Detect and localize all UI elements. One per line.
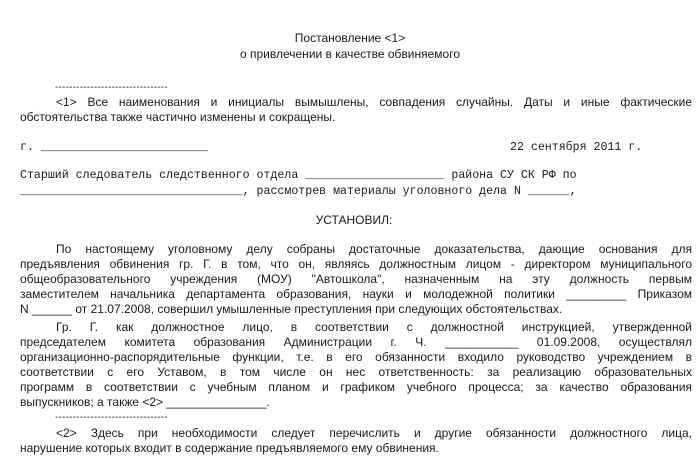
document-subtitle: о привлечении в качестве обвиняемого (240, 47, 460, 61)
paragraph-2-line: программ в соответствии с учебным планом и графиком учебного процесса; за качество образования (20, 380, 692, 394)
paragraph-1-line: заместителем начальника департамента образования, науки и молодежной политики _________ Приказом (20, 287, 692, 301)
paragraph-2-line: соответствии с его Уставом, в том числе он нес ответственность: за реализацию образовательных (20, 365, 692, 379)
footnote-1-line-1: <1> Все наименования и инициалы вымышлены, совпадения случайны. Даты и иные фактические (56, 95, 692, 109)
intro-line-1: Старший следователь следственного отдела ____________________ района СУ СК РФ по (20, 169, 577, 182)
place-field: г. ________________________ (20, 141, 208, 154)
paragraph-1-line: общеобразовательного учреждения (МОУ) "Автошкола", назначенным на эту должность первым (20, 272, 692, 286)
paragraph-2-line: председателем комитета образования Администрации г. Ч. ___________ 01.09.2008, осуществлял (20, 335, 692, 349)
paragraph-1-line: N ______ от 21.07.2008, совершил умышленные преступления при следующих обстоятельствах. (20, 302, 563, 316)
paragraph-2-line: Гр. Г. как должностное лицо, в соответствии с должностной инструкцией, утвержденной (56, 320, 692, 334)
footnote-separator: -------------------------------- (55, 82, 168, 93)
paragraph-2-line: выпускников; а также <2> _______________. (20, 395, 270, 409)
document-date: 22 сентября 2011 г. (510, 141, 643, 154)
footnote-1-line-2: обстоятельства также частично изменены и сокращены. (20, 110, 336, 124)
intro-line-2: ________________________________, рассмотрев материалы уголовного дела N ______, (20, 185, 577, 198)
document-title: Постановление <1> (294, 31, 406, 45)
footnote-2-line-1: <2> Здесь при необходимости следует перечислить и другие обязанности должностного лица, (56, 426, 692, 440)
paragraph-2-line: организационно-распорядительные функции, т.е. в его обязанности входило руководство учреждением в (20, 350, 692, 364)
paragraph-1-line: предъявления обвинения гр. Г. в том, что он, являясь должностным лицом - директором муниципального (20, 257, 692, 271)
footnote-separator: -------------------------------- (55, 412, 168, 423)
paragraph-1-line: По настоящему уголовному делу собраны достаточные доказательства, дающие основания для (56, 242, 692, 256)
footnote-2-line-2: нарушение которых входит в содержание предъявляемого ему обвинения. (20, 441, 439, 455)
established-heading: УСТАНОВИЛ: (315, 213, 393, 227)
